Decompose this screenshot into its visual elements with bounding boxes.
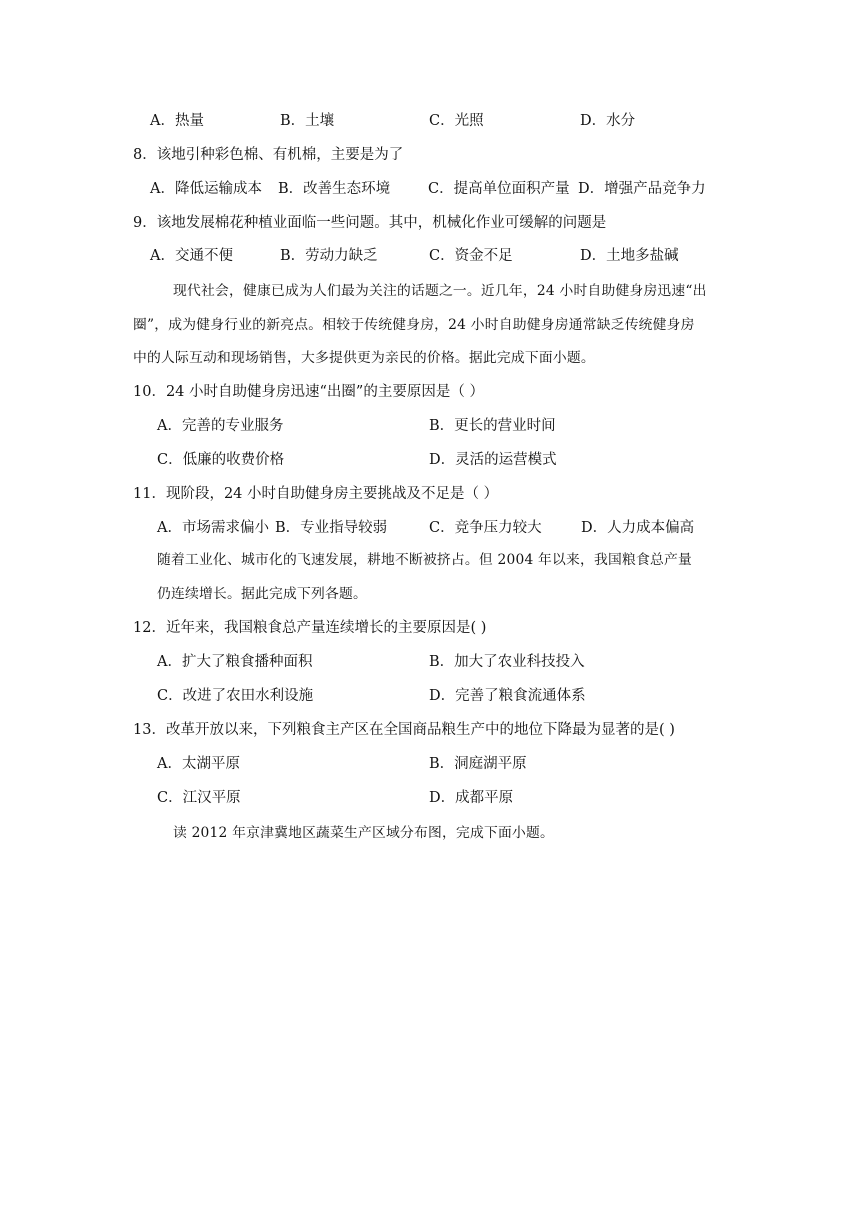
q11-stem: 11．现阶段，24 小时自助健身房主要挑战及不足是（ ） [133,486,499,502]
q8-option-a: A．降低运输成本 [150,181,262,197]
q8-option-c: C．提高单位面积产量 [428,181,570,197]
q9-stem: 9．该地发展棉花种植业面临一些问题。其中，机械化作业可缓解的问题是 [133,215,607,231]
q7-option-b: B．土壤 [280,113,335,129]
q12-option-a: A．扩大了粮食播种面积 [157,654,313,670]
q9-option-a: A．交通不便 [150,248,233,264]
q10-stem: 10．24 小时自助健身房迅速“出圈”的主要原因是（ ） [133,384,484,400]
passage2-line-2: 仍连续增长。据此完成下列各题。 [157,586,367,602]
q9-option-c: C．资金不足 [429,248,513,264]
passage1-line-2: 圈”，成为健身行业的新亮点。相较于传统健身房，24 小时自助健身房通常缺乏传统健身房 [133,317,695,333]
q13-option-a: A．太湖平原 [157,756,240,772]
q8-option-d: D．增强产品竞争力 [578,181,706,197]
q12-option-d: D．完善了粮食流通体系 [429,688,586,704]
q11-option-c: C．竞争压力较大 [429,520,542,536]
passage1-line-1: 现代社会，健康已成为人们最为关注的话题之一。近几年，24 小时自助健身房迅速“出 [173,283,707,299]
q10-option-d: D．灵活的运营模式 [429,452,557,468]
q9-option-d: D．土地多盐碱 [580,248,679,264]
q7-option-d: D．水分 [580,113,636,129]
q13-option-d: D．成都平原 [429,790,514,806]
passage1-line-3: 中的人际互动和现场销售，大多提供更为亲民的价格。据此完成下面小题。 [133,350,595,366]
q12-stem: 12．近年来，我国粮食总产量连续增长的主要原因是( ) [133,620,487,636]
q10-option-b: B．更长的营业时间 [429,418,556,434]
q12-option-c: C．改进了农田水利设施 [157,688,314,704]
q7-option-a: A．热量 [150,113,204,129]
q13-option-b: B．洞庭湖平原 [429,756,527,772]
q8-stem: 8．该地引种彩色棉、有机棉，主要是为了 [133,147,404,163]
q10-option-c: C．低廉的收费价格 [157,452,285,468]
q9-option-b: B．劳动力缺乏 [280,248,378,264]
q12-option-b: B．加大了农业科技投入 [429,654,585,670]
q11-option-b: B．专业指导较弱 [275,520,388,536]
passage3-text: 读 2012 年京津冀地区蔬菜生产区域分布图，完成下面小题。 [173,825,555,841]
passage2-line-1: 随着工业化、城市化的飞速发展，耕地不断被挤占。但 2004 年以来，我国粮食总产量 [157,552,692,568]
q7-option-c: C．光照 [429,113,484,129]
q13-stem: 13．改革开放以来，下列粮食主产区在全国商品粮生产中的地位下降最为显著的是( ) [133,722,675,738]
q10-option-a: A．完善的专业服务 [157,418,284,434]
q8-option-b: B．改善生态环境 [278,181,391,197]
q11-option-a: A．市场需求偏小 [157,520,269,536]
q11-option-d: D．人力成本偏高 [581,520,695,536]
q13-option-c: C．江汉平原 [157,790,241,806]
